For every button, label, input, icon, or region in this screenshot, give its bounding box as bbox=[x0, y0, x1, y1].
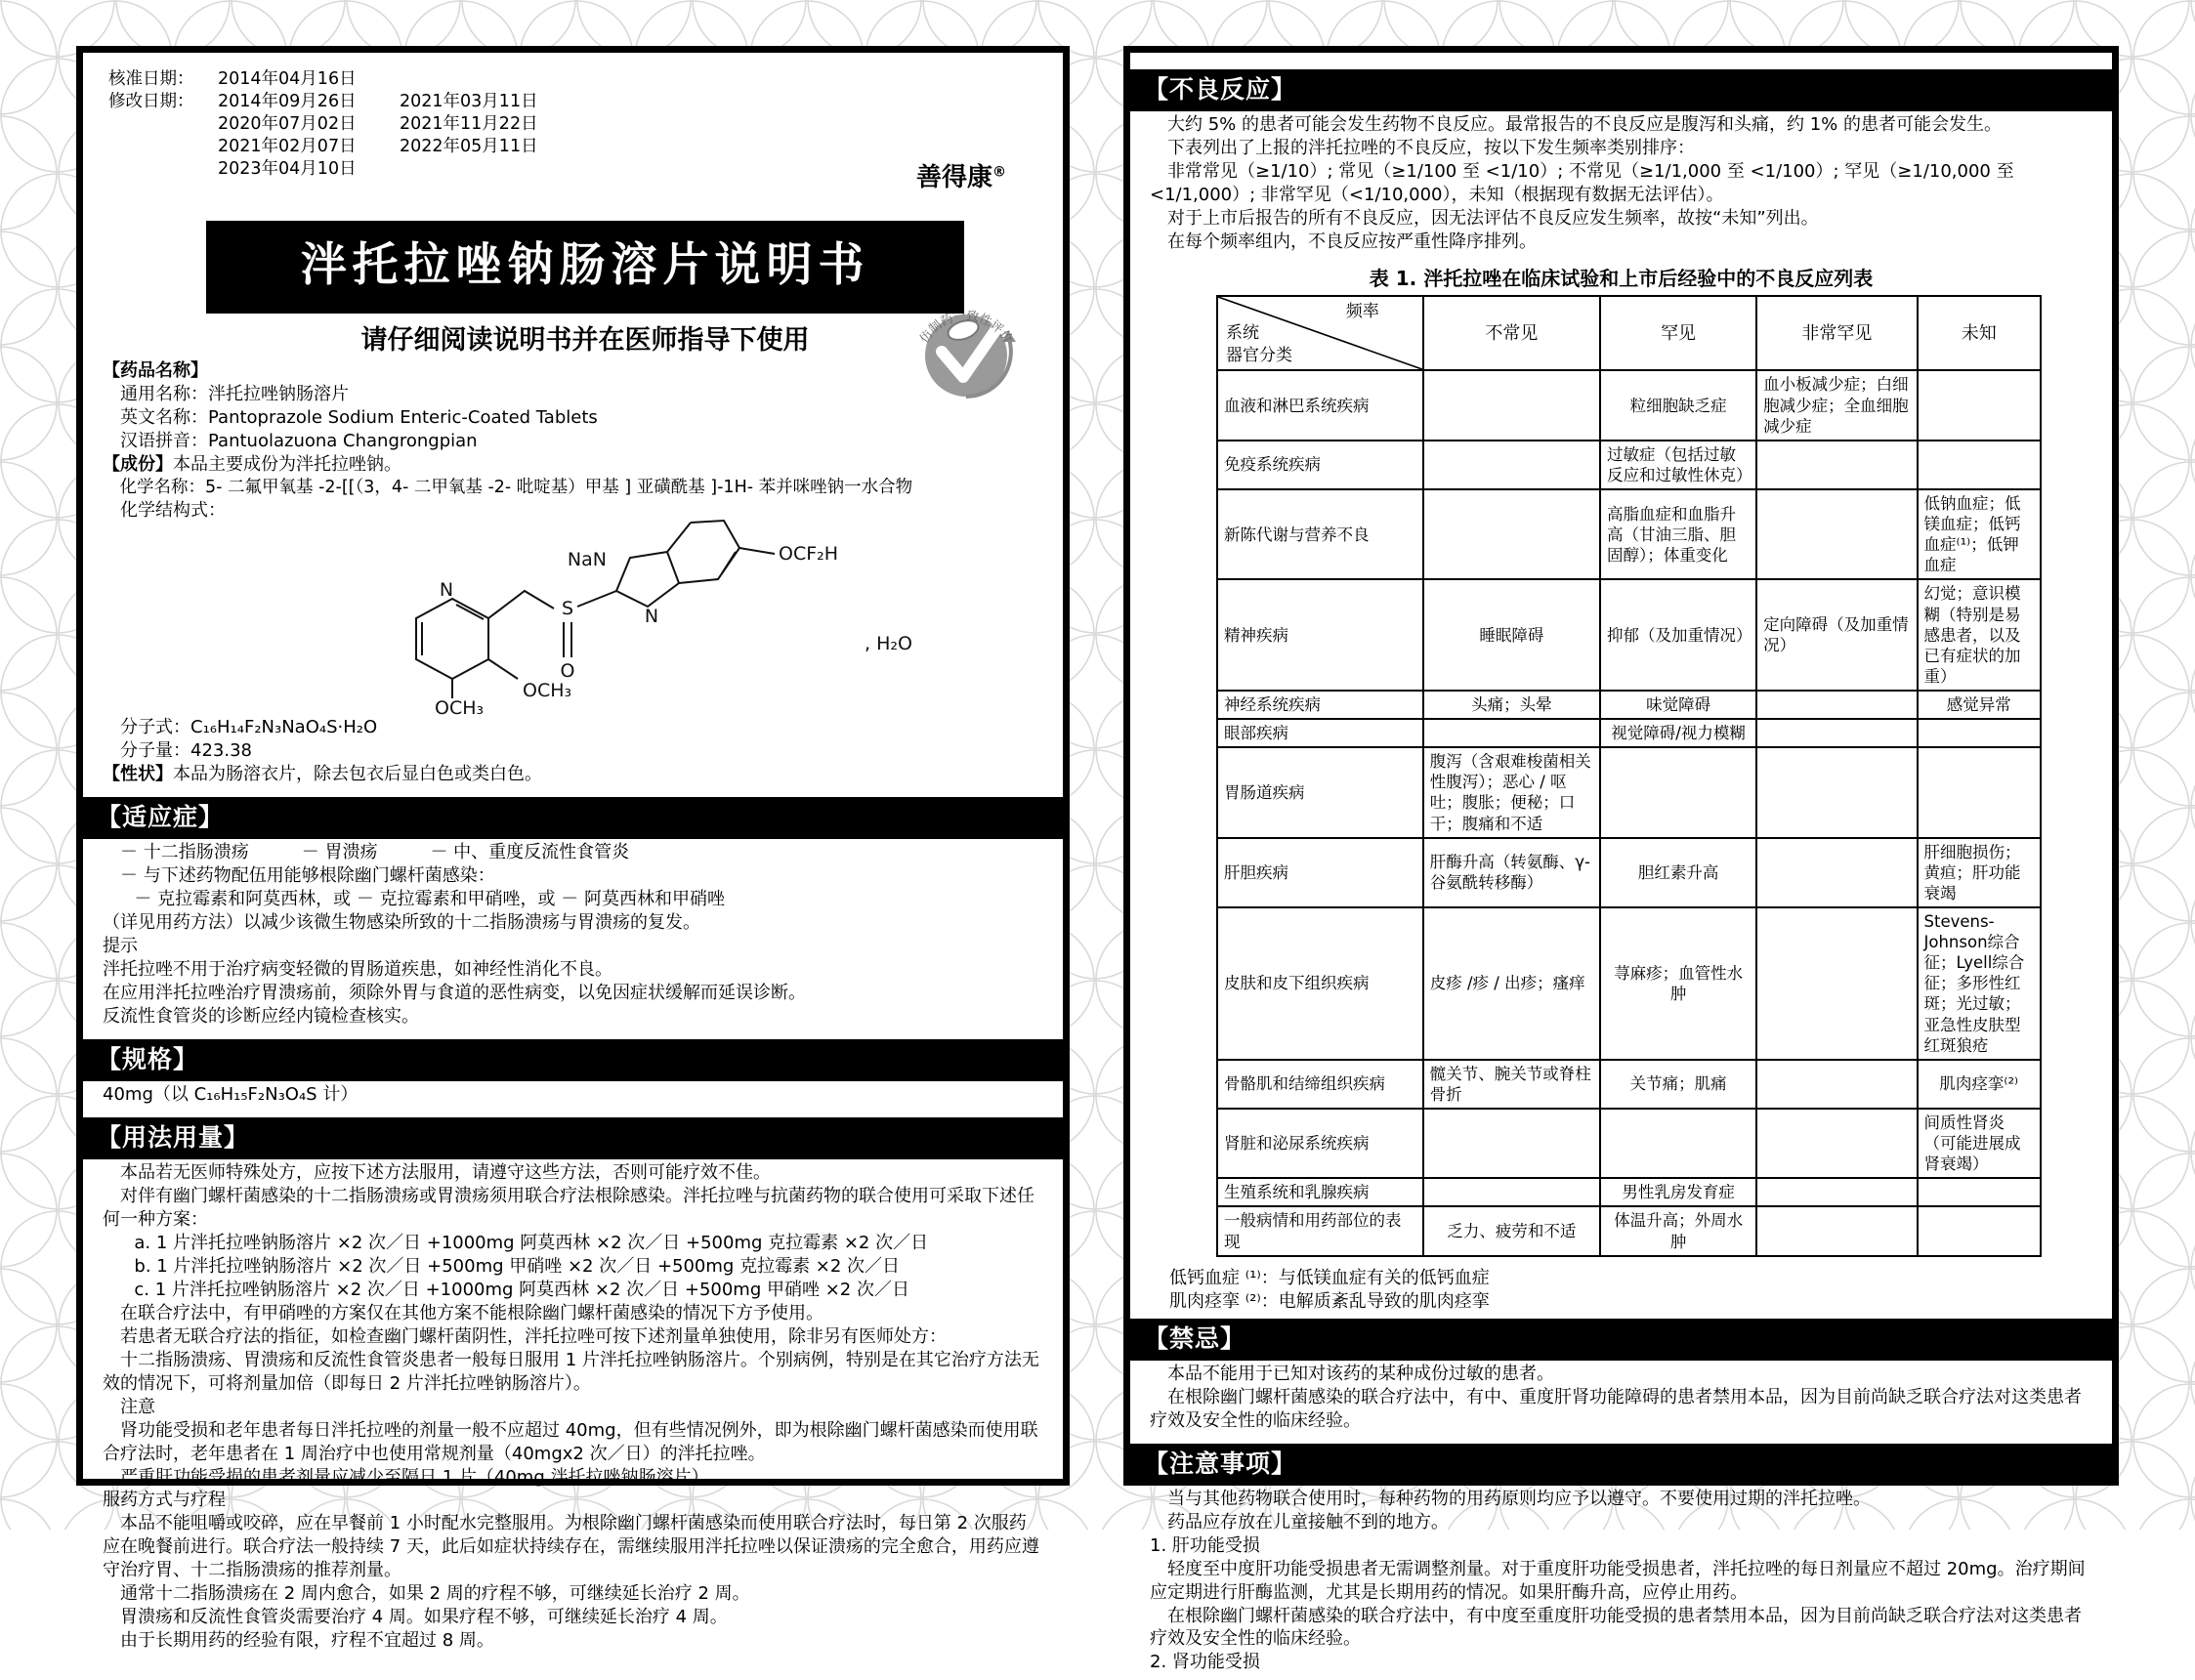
dosage-paragraph: 严重肝功能受损的患者剂量应减少至隔日 1 片（40mg 泮托拉唑钠肠溶片）。 bbox=[120, 1466, 718, 1488]
composition-header: 【成份】 bbox=[103, 454, 173, 476]
section-header-dosage: 【用法用量】 bbox=[83, 1117, 1063, 1159]
revised-date: 2020年07月02日 bbox=[218, 114, 357, 135]
table-row bbox=[1217, 441, 2041, 489]
adverse-intro bbox=[1130, 111, 2112, 260]
imidazole-nitrogen-label: N bbox=[644, 606, 659, 628]
very-rare-cell bbox=[1756, 1178, 1917, 1206]
hydrate-label: , H₂O bbox=[865, 633, 912, 655]
table-row bbox=[1217, 1109, 2041, 1178]
column-header-uncommon: 不常见 bbox=[1423, 296, 1600, 370]
sulfoxide-sulfur-label: S bbox=[561, 598, 574, 620]
dosage-paragraph: 若患者无联合疗法的指征，如检查幽门螺杆菌阴性，泮托拉唑可按下述剂量单独使用，除非另有医师处方： bbox=[120, 1325, 947, 1347]
uncommon-cell: 皮疹 /疹 / 出疹；瘙痒 bbox=[1423, 907, 1600, 1060]
very-rare-cell bbox=[1756, 691, 1917, 719]
table-row bbox=[1217, 370, 2041, 440]
adverse-paragraph: 大约 5% 的患者可能会发生药物不良反应。最常报告的不良反应是腹泻和头痛，约 1% 的患者可能会发生。 bbox=[1167, 114, 2002, 136]
rare-cell: 荨麻疹；血管性水肿 bbox=[1600, 907, 1756, 1060]
adverse-table-body bbox=[1217, 370, 2041, 1255]
contraindications-paragraph: 在根除幽门螺杆菌感染的联合疗法中，有中、重度肝肾功能障碍的患者禁用本品，因为目前尚缺乏联合疗法对这类患者疗效及安全性的临床经验。 bbox=[1150, 1386, 2082, 1431]
rare-cell bbox=[1600, 747, 1756, 837]
revised-dates-col2 bbox=[400, 91, 581, 181]
uncommon-cell: 头痛；头晕 bbox=[1423, 691, 1600, 719]
rare-cell: 味觉障碍 bbox=[1600, 691, 1756, 719]
soc-cell: 生殖系统和乳腺疾病 bbox=[1217, 1178, 1423, 1206]
contraindications-paragraph: 本品不能用于已知对该药的某种成份过敏的患者。 bbox=[1167, 1363, 1554, 1384]
approved-date: 2014年04月16日 bbox=[218, 69, 357, 89]
uncommon-cell: 乏力、疲劳和不适 bbox=[1423, 1206, 1600, 1255]
very-rare-cell bbox=[1756, 1206, 1917, 1255]
very-rare-cell bbox=[1756, 838, 1917, 907]
dosage-paragraph: b. 1 片泮托拉唑钠肠溶片 ×2 次／日 +500mg 甲硝唑 ×2 次／日 +500mg 克拉霉素 ×2 次／日 bbox=[134, 1256, 901, 1278]
very-rare-cell: 血小板减少症；白细胞减少症；全血细胞减少症 bbox=[1756, 370, 1917, 440]
very-rare-cell bbox=[1756, 1109, 1917, 1178]
footnote: 低钙血症 ⁽¹⁾：与低镁血症有关的低钙血症 bbox=[1169, 1267, 1490, 1288]
indications-paragraph: － 克拉霉素和阿莫西林，或 － 克拉霉素和甲硝唑，或 － 阿莫西林和甲硝唑 bbox=[134, 889, 725, 910]
table-row bbox=[1217, 907, 2041, 1060]
unknown-cell: Stevens-Johnson综合征；Lyell综合征；多形性红斑；光过敏；亚急性皮肤型红斑狼疮 bbox=[1918, 907, 2041, 1060]
unknown-cell: 间质性肾炎（可能进展成肾衰竭） bbox=[1918, 1109, 2041, 1178]
very-rare-cell: 定向障碍（及加重情况） bbox=[1756, 579, 1917, 691]
unknown-cell bbox=[1918, 1178, 2041, 1206]
dosage-paragraph: 在联合疗法中，有甲硝唑的方案仅在其他方案不能根除幽门螺杆菌感染的情况下方予使用。 bbox=[120, 1302, 823, 1323]
dosage-paragraph: 胃溃疡和反流性食管炎需要治疗 4 周。如果疗程不够，可继续延长治疗 4 周。 bbox=[120, 1607, 728, 1628]
precautions-paragraph: 药品应存放在儿童接触不到的地方。 bbox=[1167, 1511, 1449, 1533]
revised-dates-col1 bbox=[218, 91, 400, 181]
revised-date: 2021年11月22日 bbox=[400, 114, 538, 135]
rare-cell: 过敏症（包括过敏反应和过敏性休克） bbox=[1600, 441, 1756, 489]
adverse-table-title: 表 1. 泮托拉唑在临床试验和上市后经验中的不良反应列表 bbox=[1369, 266, 1874, 290]
dosage-paragraph: 由于长期用药的经验有限，疗程不宜超过 8 周。 bbox=[120, 1630, 494, 1652]
adverse-paragraph: 下表列出了上报的泮托拉唑的不良反应，按以下发生频率类别排序： bbox=[1167, 138, 1695, 159]
precautions-paragraph: 2. 肾功能受损 bbox=[1150, 1652, 1260, 1673]
leaflet-title: 泮托拉唑钠肠溶片说明书 bbox=[206, 221, 964, 314]
soc-cell: 新陈代谢与营养不良 bbox=[1217, 489, 1423, 579]
uncommon-cell: 肝酶升高（转氨酶、γ- 谷氨酰转移酶） bbox=[1423, 838, 1600, 907]
table-row bbox=[1217, 1206, 2041, 1255]
rare-cell: 体温升高；外周水肿 bbox=[1600, 1206, 1756, 1255]
chemical-structure-diagram bbox=[337, 523, 943, 720]
soc-cell: 肝胆疾病 bbox=[1217, 838, 1423, 907]
adverse-paragraph: 对于上市后报告的所有不良反应，因无法评估不良反应发生频率，故按“未知”列出。 bbox=[1167, 208, 1819, 229]
unknown-cell bbox=[1918, 1206, 2041, 1255]
dosage-paragraph: 对伴有幽门螺杆菌感染的十二指肠溃疡或胃溃疡须用联合疗法根除感染。泮托拉唑与抗菌药物的联合使用可采取下述任何一种方案： bbox=[103, 1186, 1034, 1231]
dosage-paragraph: 本品不能咀嚼或咬碎，应在早餐前 1 小时配水完整服用。为根除幽门螺杆菌感染而使用联合疗法时，每日第 2 次服药应在晚餐前进行。联合疗法一般持续 7 天，此后如症状持续存在，需继续服用泮托拉唑以保证溃疡的完全愈合，用药应遵守治疗胃、十二指肠溃疡的推荐剂量。 bbox=[103, 1513, 1039, 1581]
soc-cell: 神经系统疾病 bbox=[1217, 691, 1423, 719]
rare-cell: 胆红素升高 bbox=[1600, 838, 1756, 907]
dosage-content bbox=[83, 1159, 1063, 1659]
dosage-paragraph: 注意 bbox=[120, 1396, 155, 1417]
table-row bbox=[1217, 489, 2041, 579]
rare-cell: 男性乳房发育症 bbox=[1600, 1178, 1756, 1206]
very-rare-cell bbox=[1756, 907, 1917, 1060]
corner-soc-label-2: 器官分类 bbox=[1226, 345, 1292, 365]
consistency-evaluation-badge bbox=[907, 291, 1026, 410]
dosage-paragraph: 通常十二指肠溃疡在 2 周内愈合，如果 2 周的疗程不够，可继续延长治疗 2 周。 bbox=[120, 1583, 750, 1605]
unknown-cell: 低钠血症；低镁血症；低钙血症⁽¹⁾；低钾血症 bbox=[1918, 489, 2041, 579]
table-corner-cell bbox=[1217, 296, 1423, 370]
unknown-cell: 肌肉痉挛⁽²⁾ bbox=[1918, 1060, 2041, 1109]
soc-cell: 免疫系统疾病 bbox=[1217, 441, 1423, 489]
revised-date: 2014年09月26日 bbox=[218, 92, 357, 112]
section-header-indications: 【适应症】 bbox=[83, 797, 1063, 839]
revised-date: 2023年04月10日 bbox=[218, 159, 357, 180]
chemical-name: 化学名称：5- 二氟甲氧基 -2-[[（3，4- 二甲氧基 -2- 吡啶基）甲基 ] 亚磺酰基 ]-1H- 苯并咪唑钠一水合物 bbox=[119, 478, 913, 498]
dosage-paragraph: 十二指肠溃疡、胃溃疡和反流性食管炎患者一般每日服用 1 片泮托拉唑钠肠溶片。个别病例，特别是在其它治疗方法无效的情况下，可将剂量加倍（即每日 2 片泮托拉唑钠肠溶片）。 bbox=[103, 1349, 1039, 1394]
soc-cell: 精神疾病 bbox=[1217, 579, 1423, 691]
properties-line bbox=[103, 763, 1043, 786]
strength-text: 40mg（以 C₁₆H₁₅F₂N₃O₄S 计） bbox=[103, 1084, 359, 1106]
uncommon-cell bbox=[1423, 489, 1600, 579]
very-rare-cell bbox=[1756, 747, 1917, 837]
indications-paragraph: － 十二指肠溃疡 － 胃溃疡 － 中、重度反流性食管炎 bbox=[120, 842, 630, 863]
rare-cell: 粒细胞缺乏症 bbox=[1600, 370, 1756, 440]
sodium-label: NaN bbox=[567, 549, 607, 571]
rare-cell: 抑郁（及加重情况） bbox=[1600, 579, 1756, 691]
unknown-cell: 感觉异常 bbox=[1918, 691, 2041, 719]
revised-date: 2022年05月11日 bbox=[400, 137, 538, 157]
rare-cell: 关节痛；肌痛 bbox=[1600, 1060, 1756, 1109]
section-header-precautions: 【注意事项】 bbox=[1130, 1444, 2112, 1486]
pinyin-name: 汉语拼音：Pantuolazuona Changrongpian bbox=[120, 431, 478, 452]
english-name: 英文名称：Pantoprazole Sodium Enteric-Coated Tablets bbox=[120, 407, 598, 429]
uncommon-cell bbox=[1423, 719, 1600, 747]
soc-cell: 一般病情和用药部位的表现 bbox=[1217, 1206, 1423, 1255]
uncommon-cell bbox=[1423, 441, 1600, 489]
table-header-row bbox=[1217, 296, 2041, 370]
indications-paragraph: 泮托拉唑不用于治疗病变轻微的胃肠道疾患，如神经性消化不良。 bbox=[103, 959, 612, 981]
molecular-weight: 分子量：423.38 bbox=[120, 740, 252, 762]
unknown-cell bbox=[1918, 719, 2041, 747]
uncommon-cell bbox=[1423, 1109, 1600, 1178]
column-header-very-rare: 非常罕见 bbox=[1756, 296, 1917, 370]
registered-trademark-icon: ® bbox=[992, 164, 1006, 181]
dosage-paragraph: a. 1 片泮托拉唑钠肠溶片 ×2 次／日 +1000mg 阿莫西林 ×2 次／日 +500mg 克拉霉素 ×2 次／日 bbox=[134, 1233, 929, 1254]
dosage-paragraph: 肾功能受损和老年患者每日泮托拉唑的剂量一般不应超过 40mg，但有些情况例外，即为根除幽门螺杆菌感染而使用联合疗法时，老年患者在 1 周治疗中也使用常规剂量（40mgx2 次／日）的泮托拉唑。 bbox=[103, 1419, 1038, 1464]
read-instruction-notice: 请仔细阅读说明书并在医师指导下使用 bbox=[360, 324, 810, 356]
indications-paragraph: － 与下述药物配伍用能够根除幽门螺杆菌感染： bbox=[120, 865, 495, 887]
table-row bbox=[1217, 838, 2041, 907]
drug-name-header: 【药品名称】 bbox=[103, 360, 208, 382]
approved-date-label: 核准日期： bbox=[108, 69, 194, 89]
molecular-formula: 分子式：C₁₆H₁₄F₂N₃NaO₄S·H₂O bbox=[120, 717, 378, 738]
indications-paragraph: 提示 bbox=[103, 936, 138, 957]
table-footnotes bbox=[1169, 1267, 2112, 1314]
unknown-cell bbox=[1918, 441, 2041, 489]
unknown-cell bbox=[1918, 370, 2041, 440]
pyridine-nitrogen-label: N bbox=[439, 579, 454, 602]
corner-soc-label-1: 系统 bbox=[1226, 322, 1259, 343]
uncommon-cell bbox=[1423, 370, 1600, 440]
och3-label-b: OCH₃ bbox=[435, 697, 485, 720]
rare-cell: 高脂血症和血脂升高（甘油三脂、胆固醇）；体重变化 bbox=[1600, 489, 1756, 579]
indications-content bbox=[83, 839, 1063, 1034]
soc-cell: 胃肠道疾病 bbox=[1217, 747, 1423, 837]
soc-cell: 肾脏和泌尿系统疾病 bbox=[1217, 1109, 1423, 1178]
table-row bbox=[1217, 691, 2041, 719]
section-header-adverse-reactions: 【不良反应】 bbox=[1130, 69, 2112, 111]
indications-paragraph: （详见用药方法）以减少该微生物感染所致的十二指肠溃疡与胃溃疡的复发。 bbox=[103, 912, 700, 934]
column-header-unknown: 未知 bbox=[1918, 296, 2041, 370]
section-header-strength: 【规格】 bbox=[83, 1039, 1063, 1081]
uncommon-cell bbox=[1423, 1178, 1600, 1206]
unknown-cell bbox=[1918, 747, 2041, 837]
generic-name: 通用名称：泮托拉唑钠肠溶片 bbox=[120, 384, 349, 405]
uncommon-cell: 睡眠障碍 bbox=[1423, 579, 1600, 691]
badge-label: 仿制药一致性评价 bbox=[916, 308, 1016, 346]
table-row bbox=[1217, 1178, 2041, 1206]
uncommon-cell: 腹泻（含艰难梭菌相关性腹泻）；恶心 / 呕吐；腹胀；便秘；口干；腹痛和不适 bbox=[1423, 747, 1600, 837]
corner-frequency-label: 频率 bbox=[1345, 302, 1379, 322]
rare-cell: 视觉障碍/视力模糊 bbox=[1600, 719, 1756, 747]
precautions-paragraph: 1. 肝功能受损 bbox=[1150, 1534, 1260, 1556]
indications-paragraph: 反流性食管炎的诊断应经内镜检查核实。 bbox=[103, 1005, 419, 1027]
section-header-contraindications: 【禁忌】 bbox=[1130, 1319, 2112, 1361]
precautions-paragraph: 在根除幽门螺杆菌感染的联合疗法中，有中度至重度肝功能受损的患者禁用本品，因为目前尚缺乏联合疗法对这类患者疗效及安全性的临床经验。 bbox=[1150, 1605, 2082, 1650]
precautions-content bbox=[1130, 1486, 2112, 1680]
table-row bbox=[1217, 579, 2041, 691]
dosage-paragraph: 本品若无医师特殊处方，应按下述方法服用，请遵守这些方法，否则可能疗效不佳。 bbox=[120, 1162, 771, 1184]
leaflet-page-left bbox=[76, 46, 1070, 1652]
revised-date: 2021年03月11日 bbox=[400, 92, 538, 112]
revised-date-label: 修改日期： bbox=[108, 92, 194, 112]
revised-date: 2021年02月07日 bbox=[218, 137, 357, 157]
uncommon-cell: 髋关节、腕关节或脊柱骨折 bbox=[1423, 1060, 1600, 1109]
unknown-cell: 肝细胞损伤；黄疸；肝功能衰竭 bbox=[1918, 838, 2041, 907]
adverse-paragraph: 非常常见（≥1/10）; 常见（≥1/100 至 <1/10）; 不常见（≥1/1,000 至 <1/100）; 罕见（≥1/10,000 至 <1/1,000）; 非常罕见（<1/10,000），未知（根据现有数据无法评估）。 bbox=[1150, 161, 2014, 206]
brand-mark: 善得康® bbox=[915, 163, 1006, 193]
composition-intro: 本品主要成份为泮托拉唑钠。 bbox=[173, 454, 401, 476]
soc-cell: 骨骼肌和结缔组织疾病 bbox=[1217, 1060, 1423, 1109]
properties-header: 【性状】 bbox=[103, 764, 173, 785]
soc-cell: 眼部疾病 bbox=[1217, 719, 1423, 747]
dosage-paragraph: 服药方式与疗程 bbox=[103, 1490, 226, 1511]
adverse-reactions-table bbox=[1216, 295, 2042, 1256]
dosage-paragraph: c. 1 片泮托拉唑钠肠溶片 ×2 次／日 +1000mg 阿莫西林 ×2 次／日 +500mg 甲硝唑 ×2 次／日 bbox=[134, 1280, 909, 1301]
precautions-paragraph: 当与其他药物联合使用时，每种药物的用药原则均应予以遵守。不要使用过期的泮托拉唑。 bbox=[1167, 1488, 1871, 1509]
adverse-paragraph: 在每个频率组内，不良反应按严重性降序排列。 bbox=[1167, 231, 1537, 252]
table-row bbox=[1217, 1060, 2041, 1109]
soc-cell: 皮肤和皮下组织疾病 bbox=[1217, 907, 1423, 1060]
unknown-cell: 幻觉；意识模糊（特别是易感患者，以及已有症状的加重） bbox=[1918, 579, 2041, 691]
very-rare-cell bbox=[1756, 1060, 1917, 1109]
footnote: 肌肉痉挛 ⁽²⁾：电解质紊乱导致的肌肉痉挛 bbox=[1169, 1290, 1490, 1312]
table-row bbox=[1217, 719, 2041, 747]
very-rare-cell bbox=[1756, 719, 1917, 747]
leaflet-page-right bbox=[1123, 46, 2119, 1673]
soc-cell: 血液和淋巴系统疾病 bbox=[1217, 370, 1423, 440]
composition-header-line bbox=[103, 453, 1043, 477]
structure-label: 化学结构式： bbox=[120, 500, 226, 522]
contraindications-content bbox=[1130, 1361, 2112, 1439]
rare-cell bbox=[1600, 1109, 1756, 1178]
och3-label-a: OCH₃ bbox=[523, 680, 572, 702]
indications-paragraph: 在应用泮托拉唑治疗胃溃疡前，须除外胃与食道的恶性病变，以免因症状缓解而延误诊断。 bbox=[103, 983, 806, 1004]
very-rare-cell bbox=[1756, 489, 1917, 579]
precautions-paragraph: 轻度至中度肝功能受损患者无需调整剂量。对于重度肝功能受损患者，泮托拉唑的每日剂量应不超过 20mg。治疗期间应定期进行肝酶监测，尤其是长期用药的情况。如果肝酶升高，应停止用药。 bbox=[1150, 1558, 2086, 1603]
very-rare-cell bbox=[1756, 441, 1917, 489]
table-row bbox=[1217, 747, 2041, 837]
sulfoxide-oxygen-label: O bbox=[560, 660, 575, 683]
properties-text: 本品为肠溶衣片，除去包衣后显白色或类白色。 bbox=[173, 764, 542, 785]
column-header-rare: 罕见 bbox=[1600, 296, 1756, 370]
ocf2h-label: OCF₂H bbox=[779, 543, 839, 566]
